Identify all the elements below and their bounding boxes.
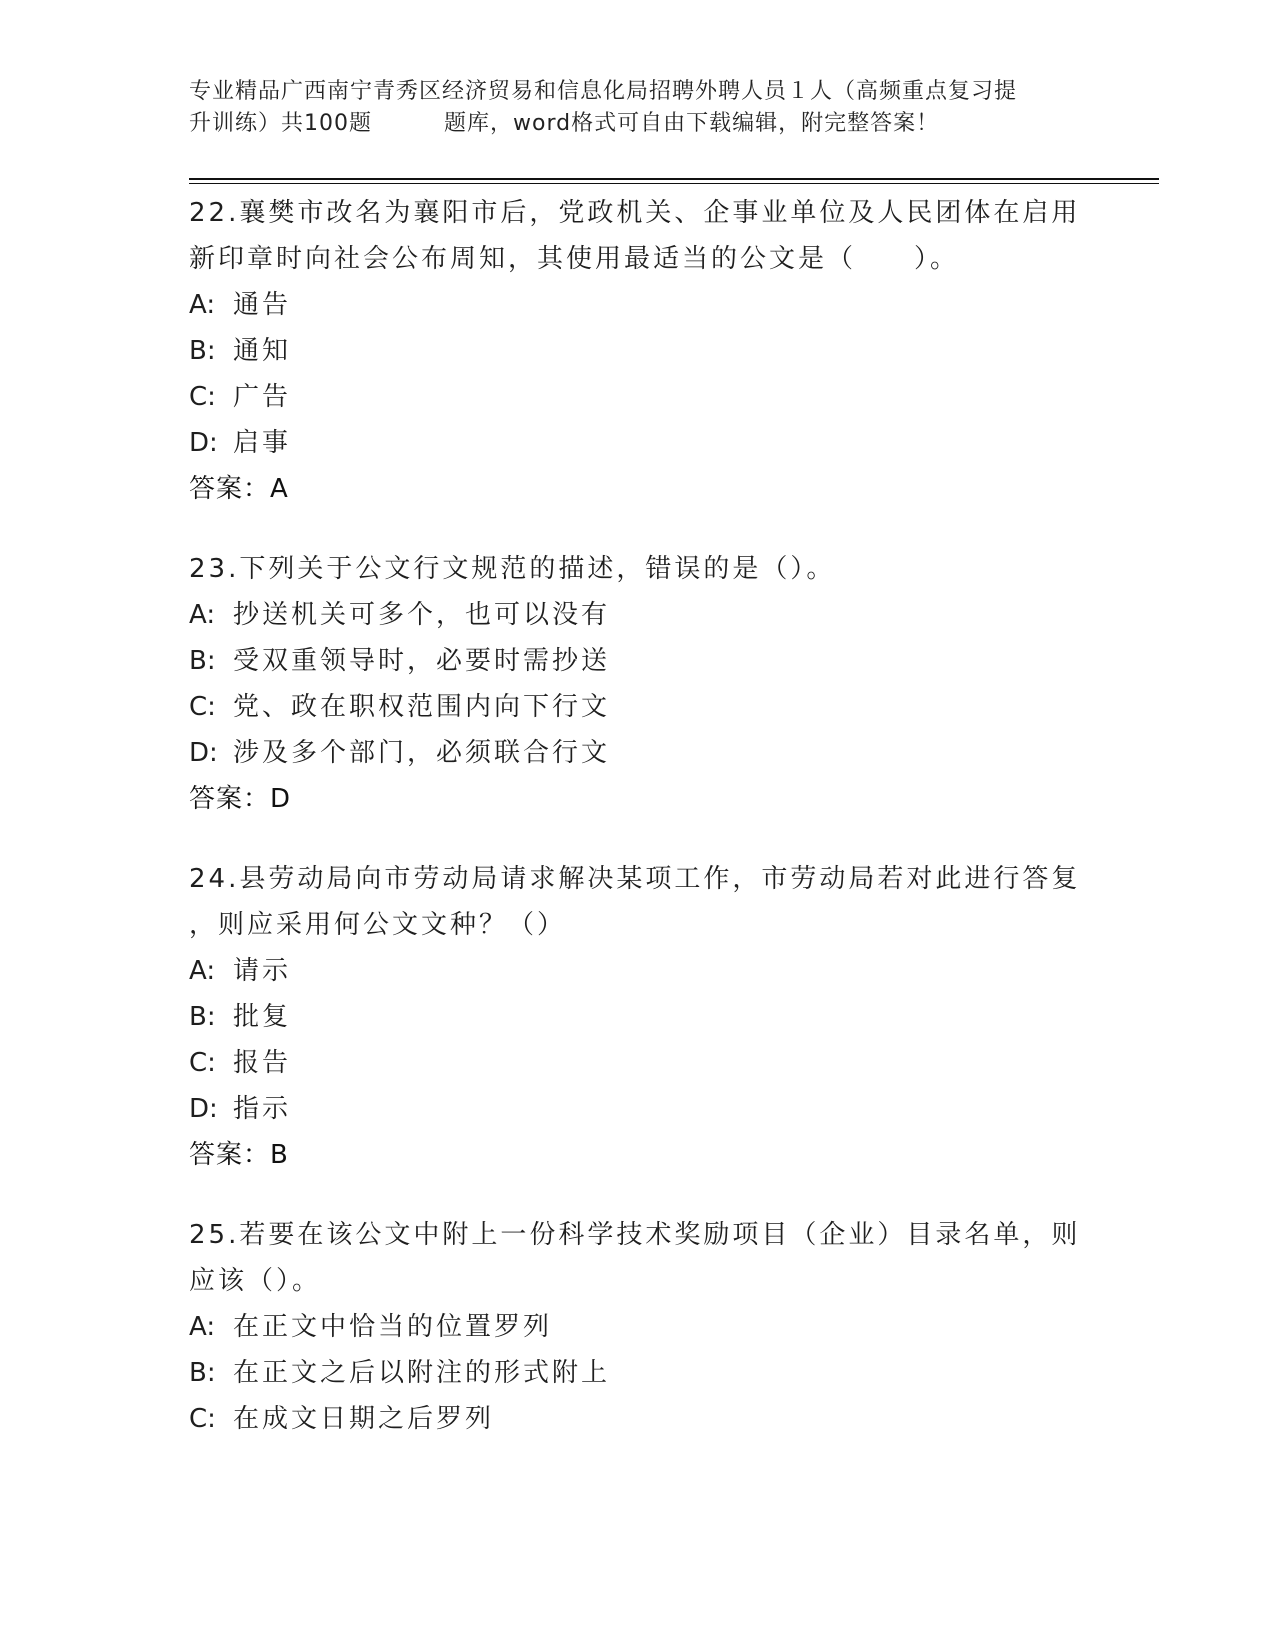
option-label: D: <box>189 1094 218 1124</box>
header-line-1: 专业精品广西南宁青秀区经济贸易和信息化局招聘外聘人员１人（高频重点复习提 <box>189 79 1018 104</box>
option-label: A: <box>189 290 216 320</box>
option-label: A: <box>189 956 216 986</box>
question-stem-line: 24.县劳动局向市劳动局请求解决某项工作，市劳动局若对此进行答复 <box>189 864 1081 894</box>
option-label: A: <box>189 600 216 630</box>
option-c <box>189 1396 1089 1442</box>
option-text: 指示 <box>233 1094 292 1124</box>
option-d <box>189 420 1089 466</box>
option-text: 涉及多个部门，必须联合行文 <box>233 738 611 768</box>
option-c <box>189 374 1089 420</box>
answer-line: 答案：B <box>189 1140 289 1170</box>
question-list <box>189 190 1089 1476</box>
option-label: D: <box>189 738 218 768</box>
option-b <box>189 638 1089 684</box>
option-b <box>189 328 1089 374</box>
option-text: 受双重领导时，必要时需抄送 <box>233 646 611 676</box>
option-text: 启事 <box>233 428 292 458</box>
document-header <box>189 76 1109 140</box>
option-c <box>189 684 1089 730</box>
option-text: 批复 <box>233 1002 292 1032</box>
option-label: D: <box>189 428 218 458</box>
header-divider-thick <box>189 178 1159 180</box>
option-text: 在正文之后以附注的形式附上 <box>233 1358 611 1388</box>
option-a <box>189 282 1089 328</box>
option-b <box>189 994 1089 1040</box>
option-a <box>189 592 1089 638</box>
option-text: 在成文日期之后罗列 <box>233 1404 495 1434</box>
answer-line: 答案：D <box>189 784 292 814</box>
question-stem-line: 新印章时向社会公布周知，其使用最适当的公文是（ ）。 <box>189 244 960 274</box>
option-text: 抄送机关可多个，也可以没有 <box>233 600 611 630</box>
option-label: B: <box>189 646 216 676</box>
question-24 <box>189 856 1089 1178</box>
option-d <box>189 730 1089 776</box>
question-25 <box>189 1212 1089 1442</box>
option-text: 报告 <box>233 1048 292 1078</box>
header-divider-thin <box>189 183 1159 184</box>
question-stem-line: 22.襄樊市改名为襄阳市后，党政机关、企事业单位及人民团体在启用 <box>189 198 1081 228</box>
option-text: 通知 <box>233 336 292 366</box>
question-23 <box>189 546 1089 822</box>
question-stem-line: 应该（）。 <box>189 1266 322 1296</box>
option-c <box>189 1040 1089 1086</box>
option-label: C: <box>189 692 216 722</box>
option-text: 党、政在职权范围内向下行文 <box>233 692 611 722</box>
option-label: C: <box>189 382 216 412</box>
option-a <box>189 1304 1089 1350</box>
option-label: A: <box>189 1312 216 1342</box>
option-label: C: <box>189 1404 216 1434</box>
option-text: 广告 <box>233 382 292 412</box>
option-label: C: <box>189 1048 216 1078</box>
question-stem-line: ，则应采用何公文文种？（） <box>189 910 567 940</box>
option-text: 请示 <box>233 956 292 986</box>
option-a <box>189 948 1089 994</box>
header-line-2 <box>189 108 1109 140</box>
option-label: B: <box>189 1358 216 1388</box>
question-22 <box>189 190 1089 512</box>
header-line-2-right: 题库，word格式可自由下载编辑，附完整答案！ <box>444 111 940 136</box>
answer-line: 答案：A <box>189 474 289 504</box>
question-stem-line: 25.若要在该公文中附上一份科学技术奖励项目（企业）目录名单，则 <box>189 1220 1081 1250</box>
option-text: 在正文中恰当的位置罗列 <box>233 1312 553 1342</box>
option-b <box>189 1350 1089 1396</box>
question-stem-line: 23.下列关于公文行文规范的描述，错误的是（）。 <box>189 554 836 584</box>
option-label: B: <box>189 336 216 366</box>
option-text: 通告 <box>233 290 292 320</box>
header-line-2-left: 升训练）共100题 <box>189 111 372 136</box>
option-label: B: <box>189 1002 216 1032</box>
option-d <box>189 1086 1089 1132</box>
